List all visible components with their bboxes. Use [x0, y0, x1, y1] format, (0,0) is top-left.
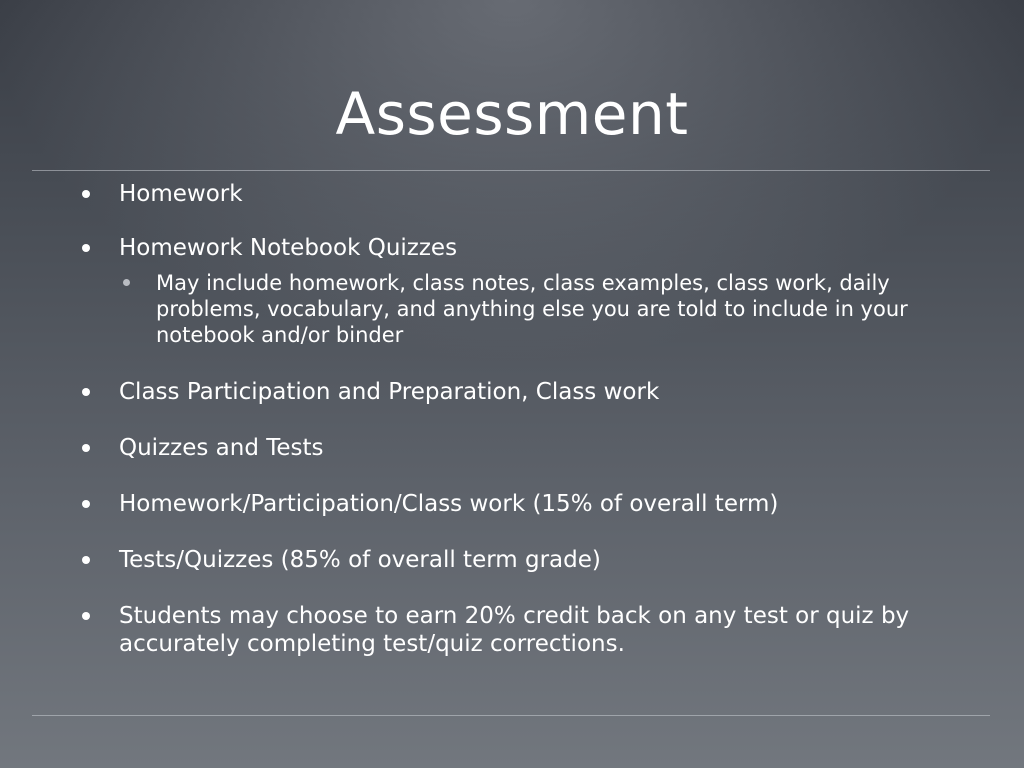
sub-bullet-item: [119, 270, 940, 348]
bullet-item: [80, 434, 940, 462]
bullet-dot-icon: [82, 388, 90, 396]
bullet-dot-icon: [82, 244, 90, 252]
bullet-dot-icon: [82, 500, 90, 508]
bullet-dot-icon: [82, 444, 90, 452]
bullet-list: [80, 180, 940, 686]
bullet-text: Students may choose to earn 20% credit back on any test or quiz by accurately completing test/quiz corrections.: [119, 603, 910, 657]
bullet-dot-icon: [82, 190, 90, 198]
footer-divider: [32, 715, 990, 716]
bullet-text: Homework: [119, 181, 243, 207]
bullet-item: [80, 490, 940, 518]
sub-bullet-text: May include homework, class notes, class examples, class work, daily problems, vocabulary, and anything else you are told to include in your notebook and/or binder: [156, 271, 908, 347]
sub-bullet-dot-icon: [123, 279, 130, 286]
bullet-text: Class Participation and Preparation, Class work: [119, 379, 660, 405]
bullet-dot-icon: [82, 556, 90, 564]
bullet-text: Homework Notebook Quizzes: [119, 235, 458, 261]
bullet-item: [80, 234, 940, 348]
bullet-text: Tests/Quizzes (85% of overall term grade): [119, 547, 601, 573]
bullet-item: [80, 546, 940, 574]
title-divider: [32, 170, 990, 171]
sub-bullet-list: [119, 270, 940, 348]
bullet-text: Quizzes and Tests: [119, 435, 324, 461]
slide-title: Assessment: [335, 80, 689, 148]
bullet-item: [80, 180, 940, 208]
bullet-dot-icon: [82, 612, 90, 620]
bullet-item: [80, 378, 940, 406]
bullet-item: [80, 602, 940, 658]
bullet-text: Homework/Participation/Class work (15% of overall term): [119, 491, 779, 517]
